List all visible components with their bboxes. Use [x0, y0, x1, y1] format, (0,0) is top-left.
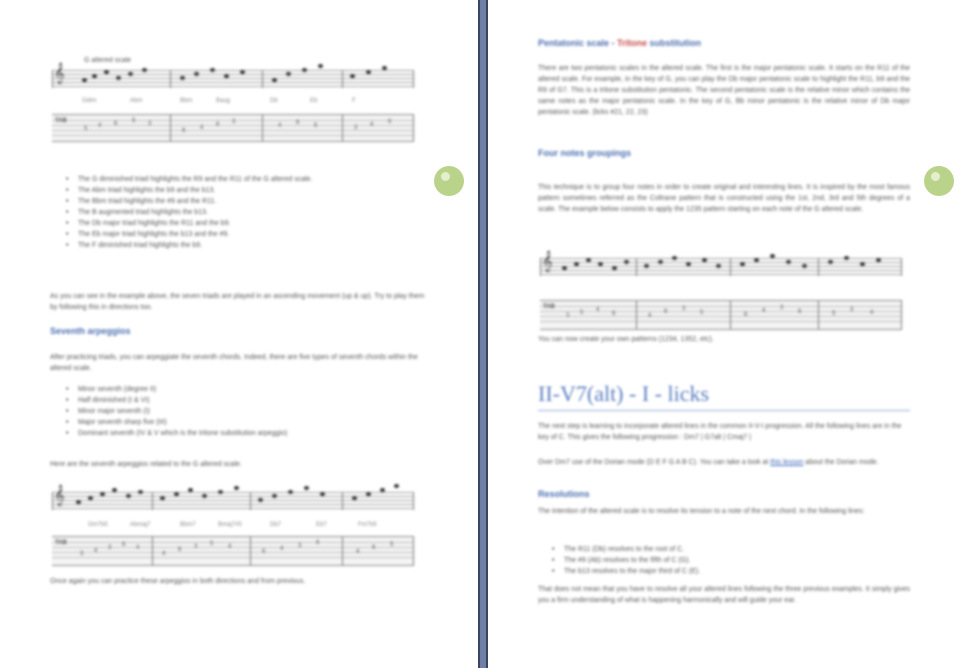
paragraph-seventh: After practicing triads, you can arpeggiate the seventh chords. Indeed, there are five types of seventh chords within the altered scale. — [50, 354, 418, 372]
comment-marker-icon[interactable] — [924, 166, 954, 196]
tab1-label: G altered scale — [84, 57, 132, 64]
triads-list — [64, 174, 424, 251]
page-gutter — [478, 0, 488, 668]
heading-pentatonic: Pentatonic scale - Tritone substitution — [538, 38, 702, 48]
treble-clef-icon: 𝄞 — [54, 63, 65, 84]
list-item: • The b13 resolves to the major third of C (E). — [550, 566, 910, 577]
paragraph-seventh-examples: Here are the seventh arpeggios related to the G altered scale. — [50, 461, 242, 468]
left-page — [0, 0, 478, 668]
seventh-list — [64, 384, 424, 439]
tab-icon: TAB — [55, 540, 67, 546]
tab-icon: TAB — [543, 304, 555, 310]
list-item: • The Abm triad highlights the b9 and the b13. — [64, 185, 424, 196]
list-item: • The Db major triad highlights the R11 and the b9. — [64, 218, 424, 229]
heading-underline — [538, 410, 910, 411]
paragraph-triads: As you can see in the example above, the seven triads are played in an ascending movement (up & up). Try to play them by following this in directions too. — [50, 293, 425, 311]
list-item: • The B augmented triad highlights the b13. — [64, 207, 424, 218]
tab1-notation: 𝄞 Gdim Abm Bbm Baug Db Eb F TAB 5 4 6 5 3 6 4 6 3 4 6 5 3 4 6 — [52, 64, 414, 144]
paragraph-four-notes: This technique is to group four notes in order to create original and interesting lines. It is inspired by the most famous pattern sometimes referred as the Coltrane pattern that is constructed using the 1st, 2nd, 3rd and 5th degrees of a scale. The example below consists to apply the 1235 pattern starting on each note of the G altered scale. — [538, 184, 910, 213]
list-item: • The F diminished triad highlights the b9. — [64, 240, 424, 251]
heading-licks: II-V7(alt) - I - licks — [538, 381, 710, 406]
heading-seventh-arpeggios: Seventh arpeggios — [50, 326, 131, 336]
paragraph-final: That does not mean that you have to resolve all your altered lines following the three previous examples. It simply gives you a firm understanding of what is happening harmonically and will guide your ear. — [538, 586, 910, 604]
resolutions-list — [550, 544, 910, 577]
list-item: • Minor seventh (degree II) — [64, 384, 424, 395]
heading-resolutions: Resolutions — [538, 489, 590, 499]
paragraph-last: Once again you can practice these arpeggios in both directions and from previous. — [50, 578, 306, 585]
tab3-notation: 𝄞 TAB 3 5 4 6 4 6 3 5 6 4 3 6 5 3 4 — [540, 252, 902, 332]
list-item: • Half diminished (I & VI) — [64, 395, 424, 406]
list-item: • The R11 (Db) resolves to the root of C. — [550, 544, 910, 555]
tab-icon: TAB — [55, 118, 67, 124]
paragraph-after-tab: You can now create your own patterns (1234, 1352, etc). — [538, 336, 714, 343]
right-page — [488, 0, 966, 668]
heading-four-notes: Four notes groupings — [538, 148, 631, 158]
tab2-notation: 𝄞 Gm7b5 Abmaj7 Bbm7 Bmaj7#5 Db7 Eb7 Fm7b5 TAB 3 4 3 6 4 4 6 3 5 4 6 4 3 6 4 6 5 — [52, 484, 414, 568]
list-item: • The G diminished triad highlights the R9 and the R11 of the G altered scale. — [64, 174, 424, 185]
list-item: • The #9 (Ab) resolves to the fifth of C (G). — [550, 555, 910, 566]
lesson-link[interactable]: this lesson — [770, 459, 804, 466]
list-item: • Minor major seventh (I) — [64, 406, 424, 417]
list-item: • Dominant seventh (IV & V which is the tritone substitution arpeggio) — [64, 428, 424, 439]
paragraph-licks-2: Over Dm7 use of the Dorian mode (D E F G A B C). You can take a look at this lesson about the Dorian mode. — [538, 459, 879, 466]
treble-clef-icon: 𝄞 — [542, 251, 553, 272]
comment-marker-icon[interactable] — [434, 166, 464, 196]
paragraph-pentatonic: There are two pentatonic scales in the altered scale. The first is the major pentatonic scale. It starts on the R11 of the altered scale. For example, in the key of G, you can play the Db major pentatonic scale to highlight the R11, b9 and the R9 of G7. This is a tritone substitution pentatonic. The second pentatonic scale is the relative minor which contains the same notes as the major pentatonic scale. In the key of G, Bb minor pentatonic is the relative minor of Db major pentatonic scale. (licks #21, 22, 23) — [538, 65, 910, 116]
list-item: • The Eb major triad highlights the b13 and the #9. — [64, 229, 424, 240]
list-item: • Major seventh sharp five (III) — [64, 417, 424, 428]
list-item: • The Bbm triad highlights the #9 and the R11. — [64, 196, 424, 207]
paragraph-resolutions: The intention of the altered scale is to resolve its tension to a note of the next chord. In the following lines: — [538, 508, 865, 515]
treble-clef-icon: 𝄞 — [54, 485, 65, 506]
paragraph-licks-1: The next step is learning to incorporate altered lines in the common II-V-I progression. All the following lines are in the key of C. This gives the following progression : Dm7 | G7alt | Cmaj7 | — [538, 423, 902, 441]
